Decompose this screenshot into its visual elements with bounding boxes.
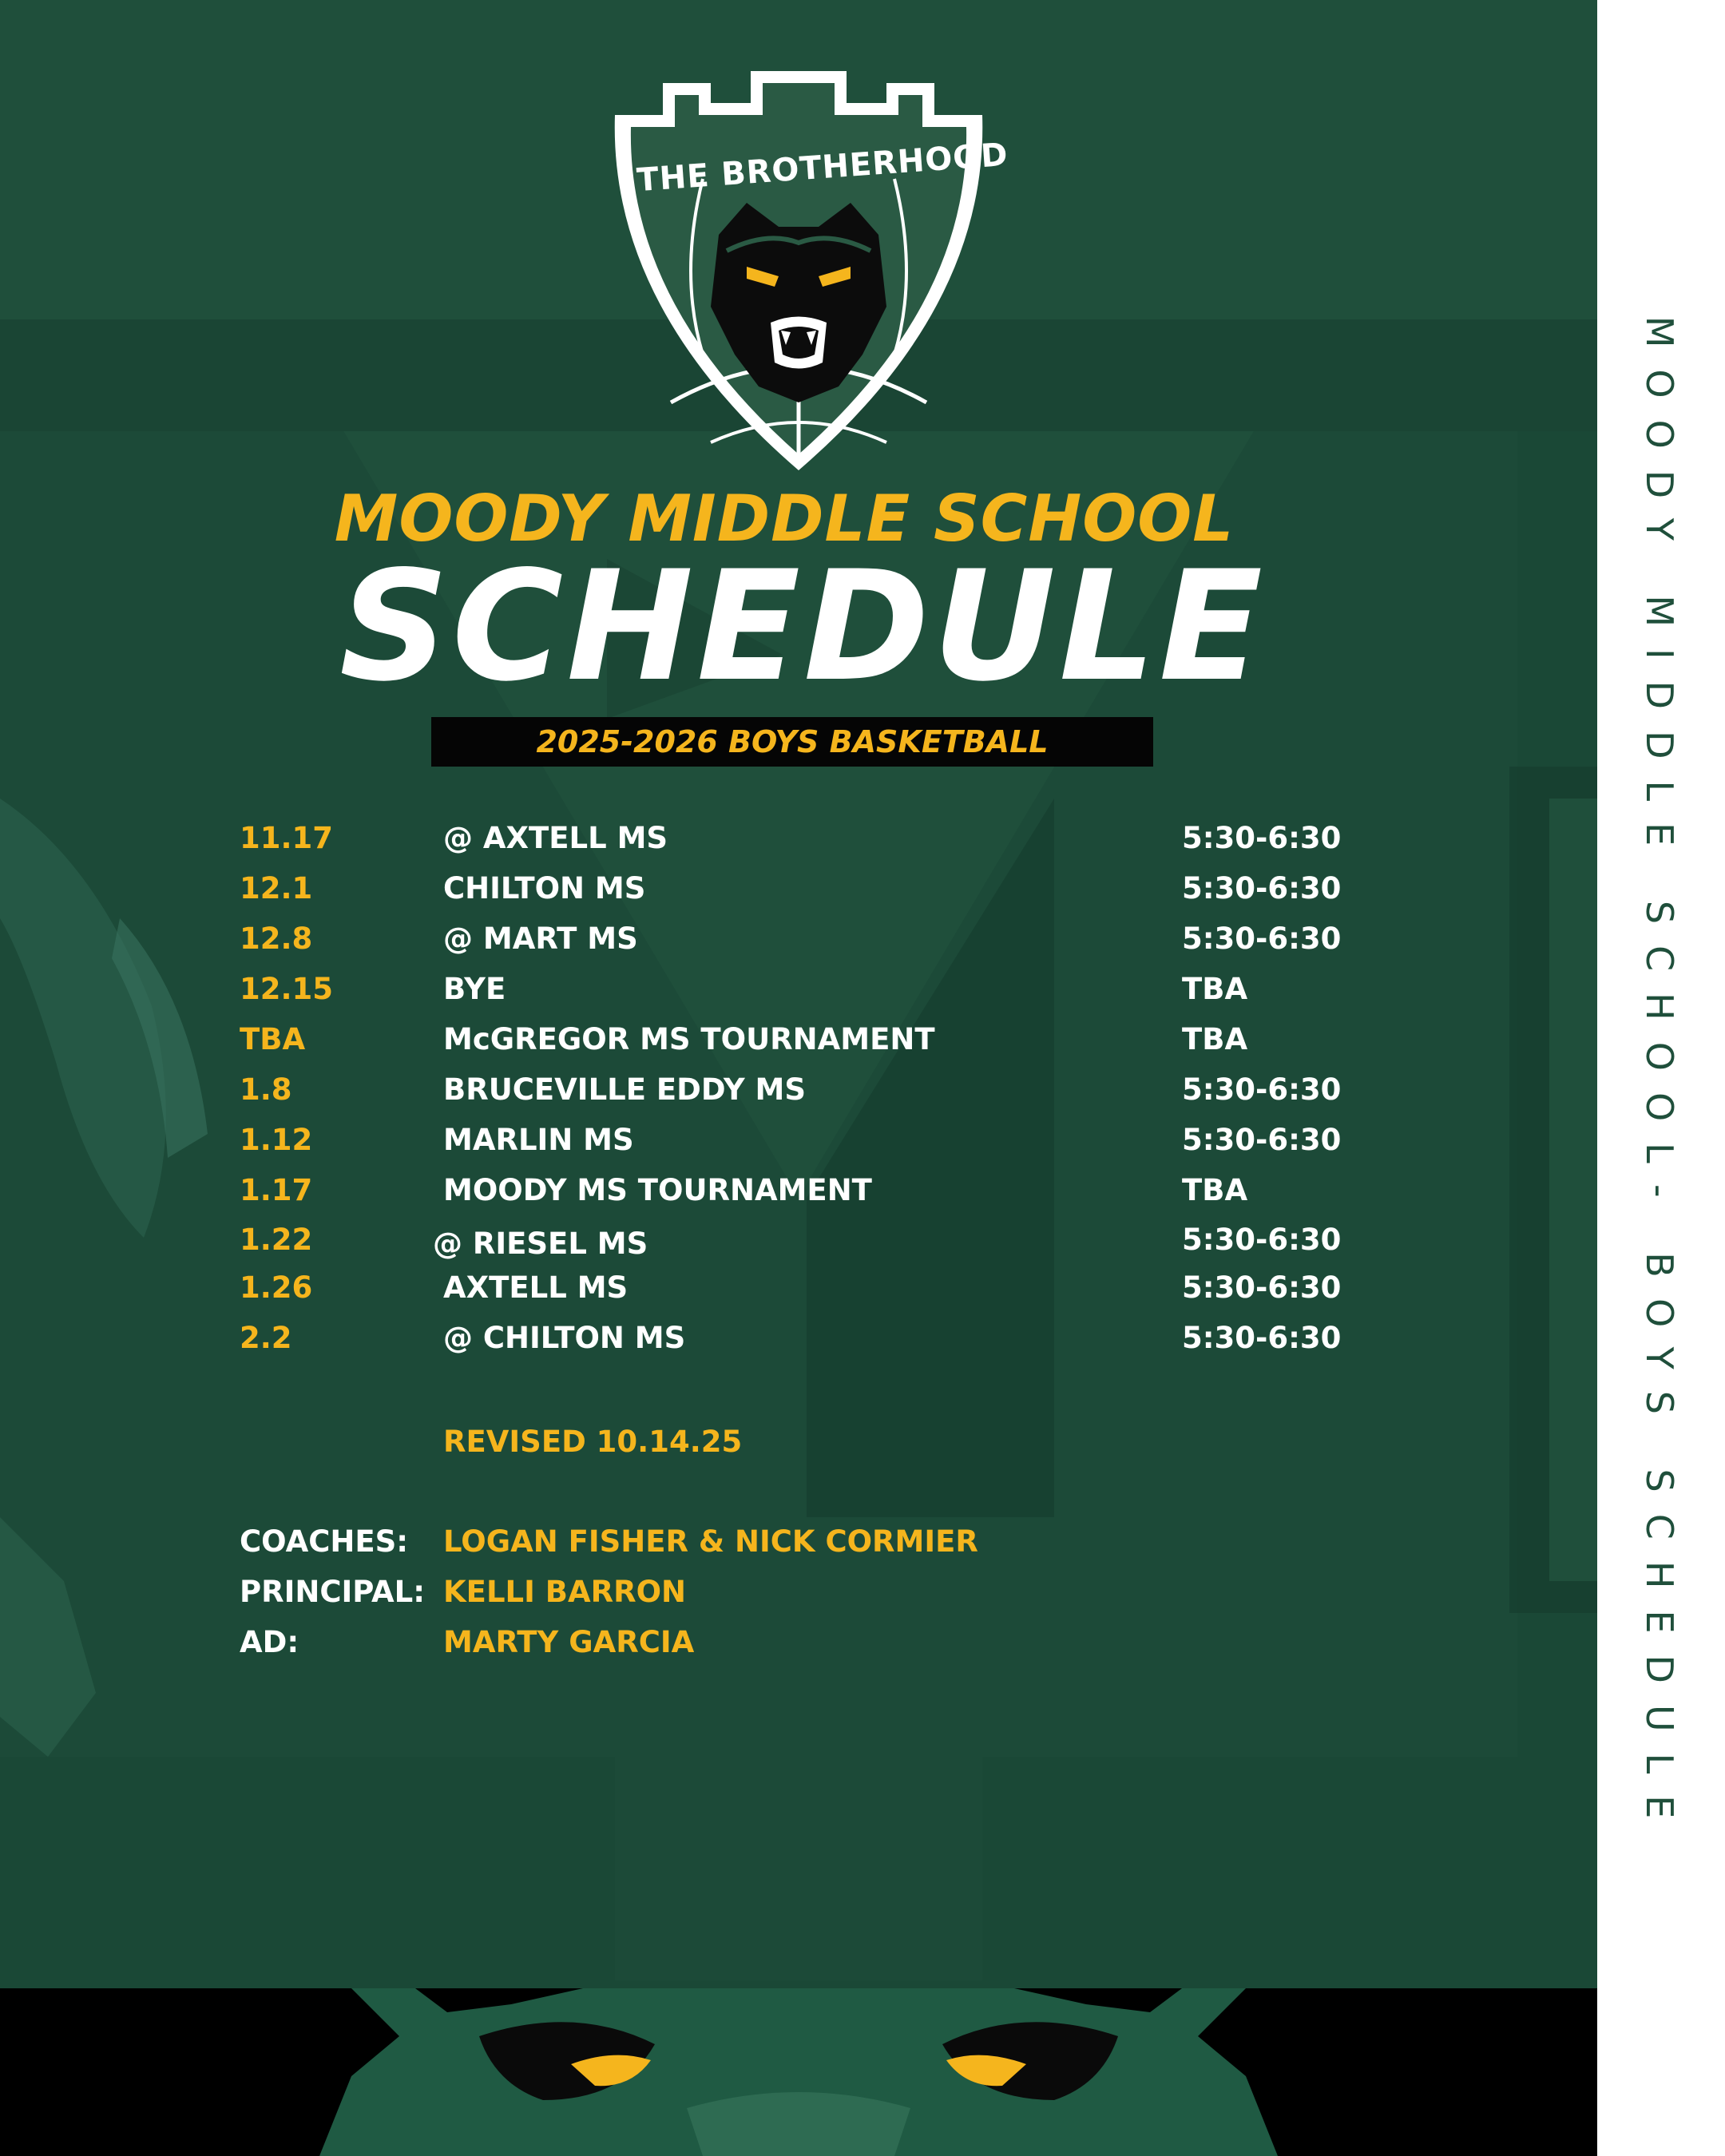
schedule-date: 1.8 [240, 1072, 292, 1107]
schedule-opponent: @ RIESEL MS [433, 1227, 648, 1261]
schedule-opponent: AXTELL MS [443, 1270, 629, 1305]
schedule-time: 5:30-6:30 [1182, 1270, 1342, 1305]
staff-name: KELLI BARRON [443, 1575, 686, 1609]
schedule-opponent: McGREGOR MS TOURNAMENT [443, 1022, 935, 1056]
side-vertical-title: MOODY MIDDLE SCHOOL- BOYS SCHEDULE [1638, 315, 1681, 1841]
schedule-time: 5:30-6:30 [1182, 1223, 1342, 1257]
schedule-opponent: CHILTON MS [443, 871, 646, 906]
schedule-date: 1.22 [240, 1223, 313, 1257]
schedule-date: TBA [240, 1022, 306, 1056]
season-banner: 2025-2026 BOYS BASKETBALL [431, 717, 1153, 767]
schedule-opponent: BYE [443, 972, 506, 1006]
schedule-time: 5:30-6:30 [1182, 1321, 1342, 1355]
schedule-time: TBA [1182, 1022, 1248, 1056]
staff-role: PRINCIPAL: [240, 1575, 425, 1609]
schedule-time: TBA [1182, 972, 1248, 1006]
staff-name: LOGAN FISHER & NICK CORMIER [443, 1524, 978, 1559]
schedule-opponent: @ MART MS [443, 921, 638, 956]
staff-role: COACHES: [240, 1524, 409, 1559]
schedule-date: 11.17 [240, 821, 334, 855]
panther-eyes-graphic [0, 1988, 1597, 2156]
schedule-opponent: BRUCEVILLE EDDY MS [443, 1072, 807, 1107]
schedule-date: 1.12 [240, 1123, 313, 1157]
schedule-date: 1.26 [240, 1270, 313, 1305]
schedule-date: 1.17 [240, 1173, 313, 1207]
schedule-date: 2.2 [240, 1321, 292, 1355]
schedule-time: 5:30-6:30 [1182, 821, 1342, 855]
schedule-time: 5:30-6:30 [1182, 1123, 1342, 1157]
schedule-opponent: MARLIN MS [443, 1123, 634, 1157]
schedule-opponent: @ CHILTON MS [443, 1321, 686, 1355]
schedule-time: 5:30-6:30 [1182, 871, 1342, 906]
logo-text: THE BROTHERHOOD [635, 136, 1009, 200]
schedule-time: 5:30-6:30 [1182, 921, 1342, 956]
brotherhood-logo [607, 67, 990, 474]
schedule-time: 5:30-6:30 [1182, 1072, 1342, 1107]
schedule-date: 12.8 [240, 921, 313, 956]
school-name: MOODY MIDDLE SCHOOL [334, 482, 1235, 556]
schedule-date: 12.15 [240, 972, 334, 1006]
staff-name: MARTY GARCIA [443, 1625, 695, 1659]
revised-note: REVISED 10.14.25 [443, 1425, 743, 1459]
staff-role: AD: [240, 1625, 299, 1659]
schedule-opponent: MOODY MS TOURNAMENT [443, 1173, 872, 1207]
schedule-time: TBA [1182, 1173, 1248, 1207]
schedule-opponent: @ AXTELL MS [443, 821, 668, 855]
schedule-date: 12.1 [240, 871, 313, 906]
page-title: SCHEDULE [339, 538, 1266, 715]
